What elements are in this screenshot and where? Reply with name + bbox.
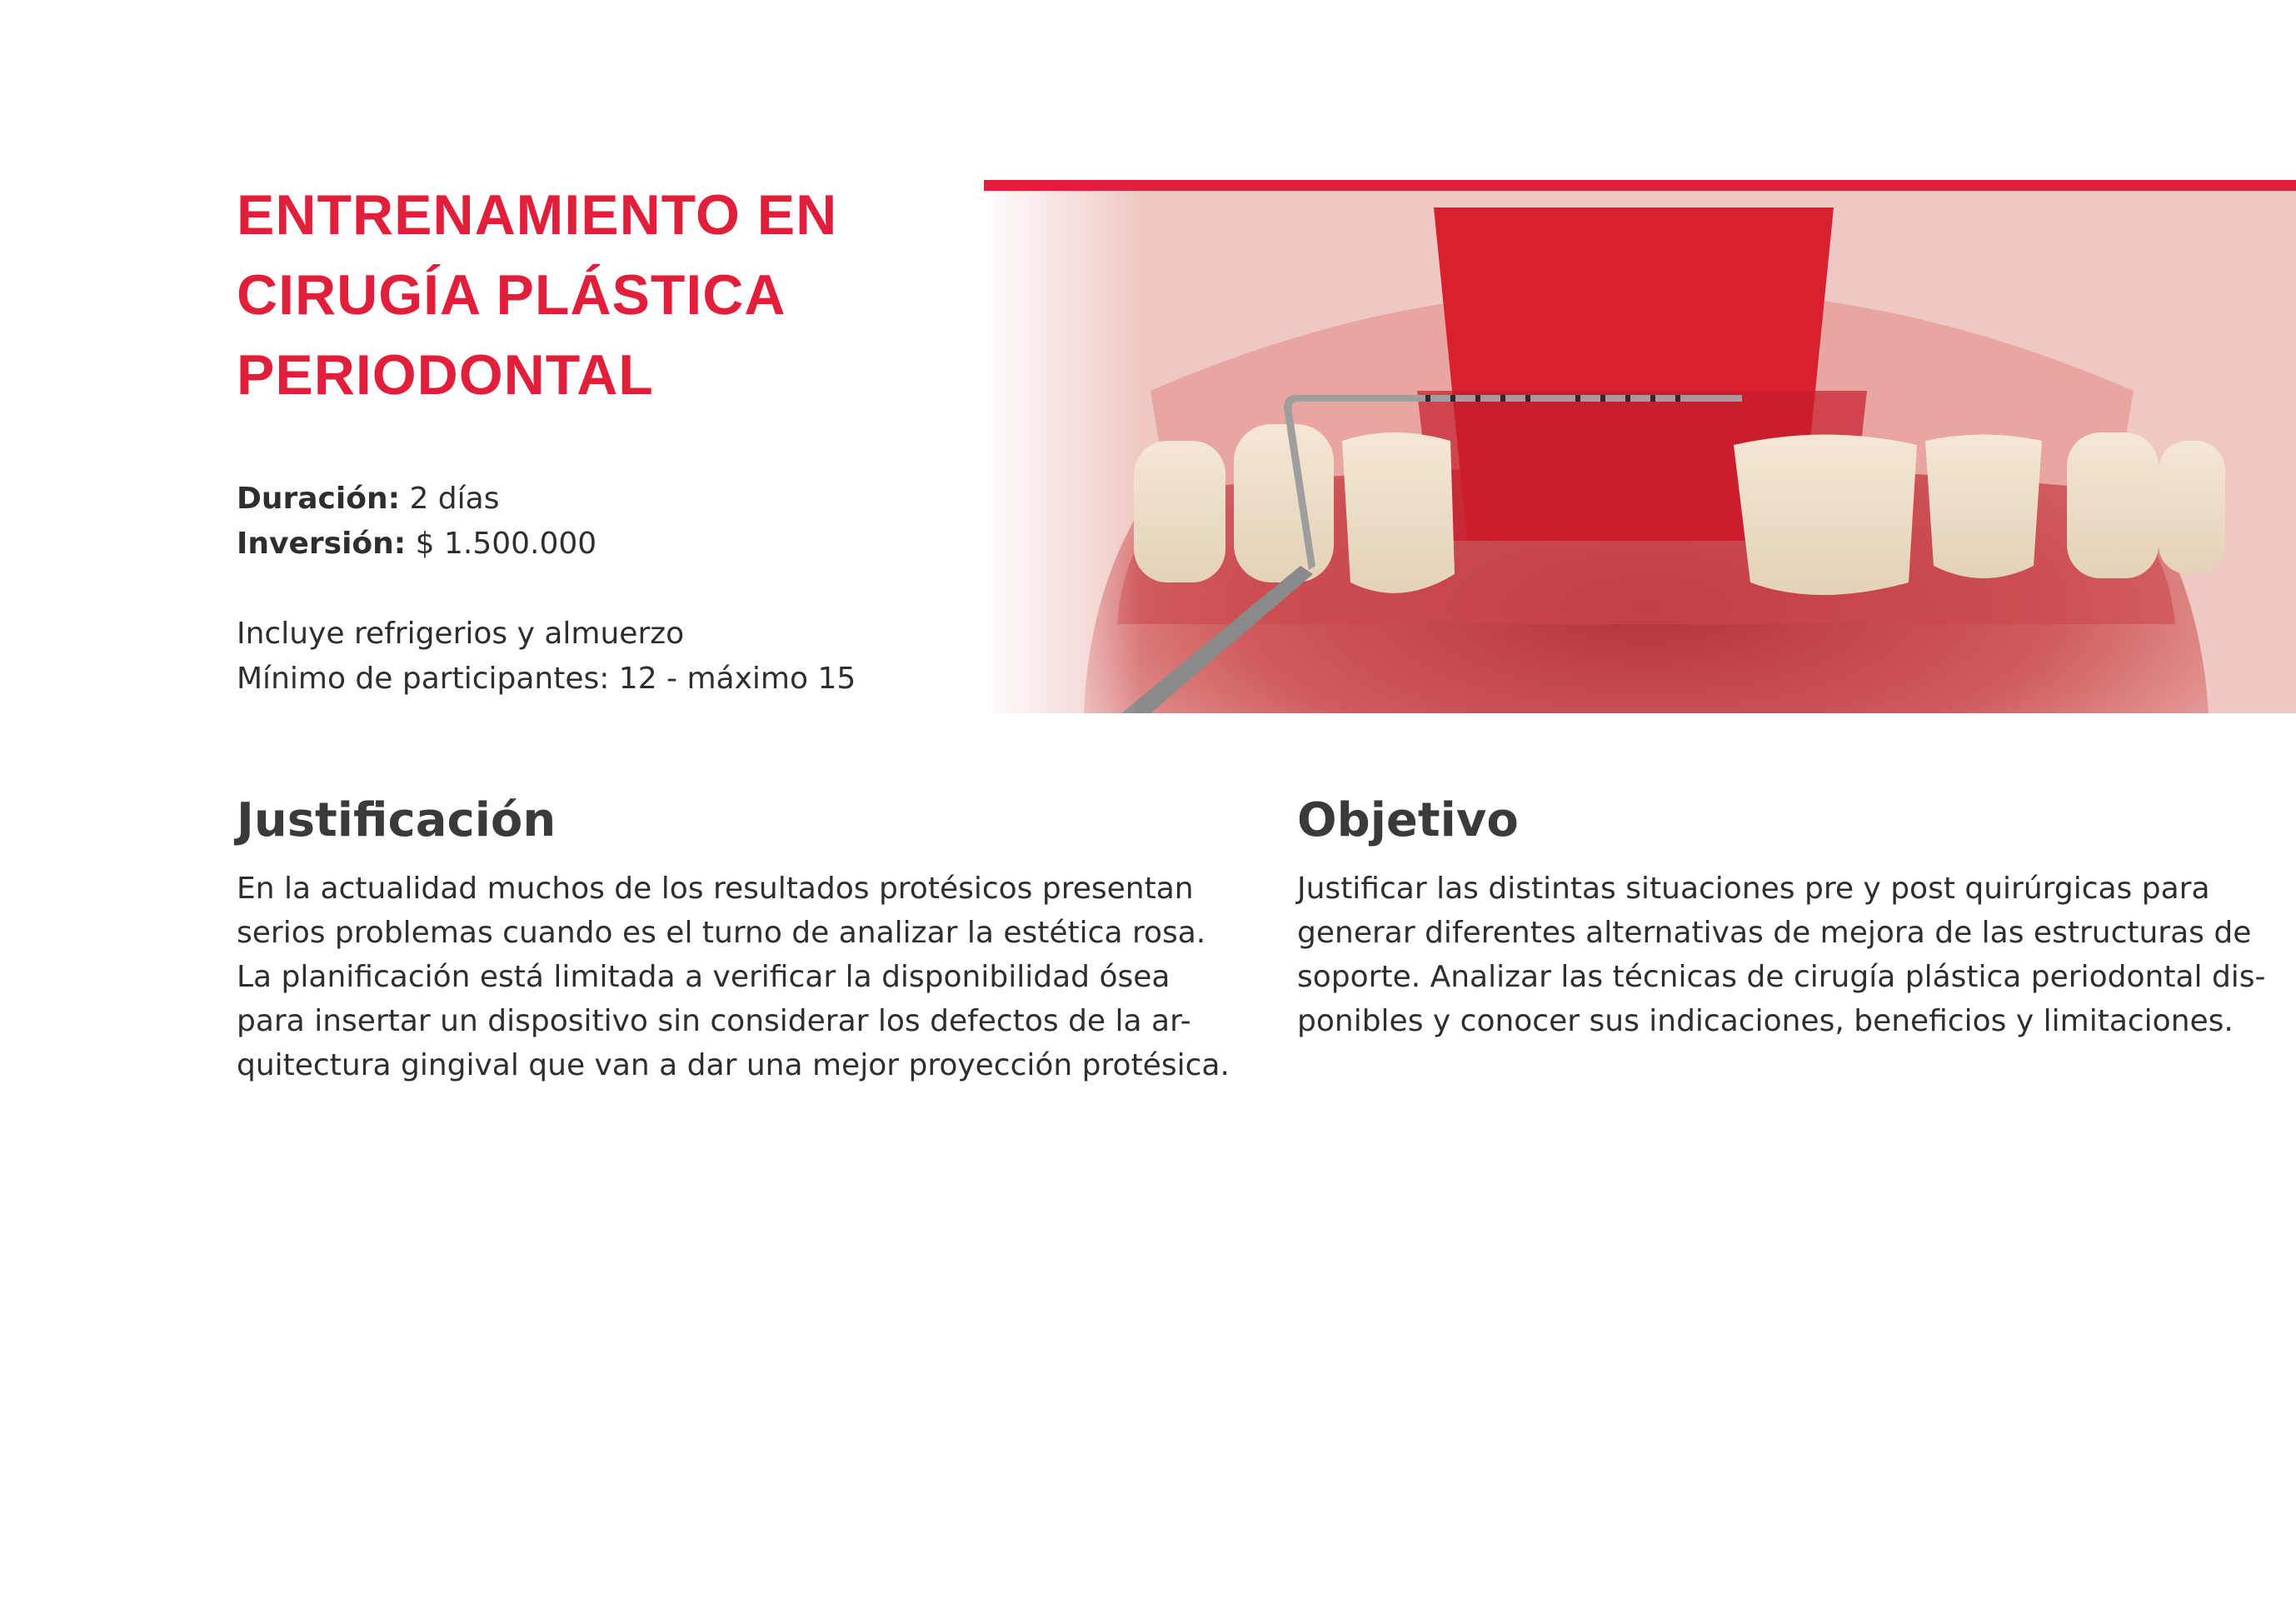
justification-line: quitectura gingival que van a dar una mejor proyección protésica. (237, 1048, 1230, 1082)
course-info (237, 477, 856, 702)
justification-line: para insertar un dispositivo sin considerar los defectos de la ar- (237, 1004, 1191, 1038)
objective-heading: Objetivo (1297, 793, 1519, 847)
duration-row (237, 477, 856, 522)
title-line-3: PERIODONTAL (237, 343, 654, 407)
justification-line: La planificación está limitada a verificar la disponibilidad ósea (237, 960, 1170, 994)
page-title (237, 175, 953, 415)
justification-line: serios problemas cuando es el turno de analizar la estética rosa. (237, 916, 1206, 950)
justification-heading: Justificación (237, 793, 557, 847)
objective-line: generar diferentes alternativas de mejora de las estructuras de (1297, 916, 2252, 950)
dental-surgery-photo (984, 180, 2296, 713)
duration-value: 2 días (409, 482, 500, 516)
objective-line: soporte. Analizar las técnicas de cirugía plástica periodontal dis- (1297, 960, 2266, 994)
objective-paragraph (1297, 867, 2266, 1043)
photo-image (984, 191, 2296, 893)
title-line-2: CIRUGÍA PLÁSTICA (237, 263, 786, 327)
justification-paragraph (237, 867, 1230, 1087)
duration-label: Duración: (237, 482, 400, 516)
investment-row (237, 522, 856, 567)
objective-line: Justificar las distintas situaciones pre y post quirúrgicas para (1297, 872, 2210, 906)
justification-line: En la actualidad muchos de los resultados protésicos presentan (237, 872, 1194, 906)
title-line-1: ENTRENAMIENTO EN (237, 183, 838, 247)
investment-value: $ 1.500.000 (415, 527, 597, 561)
includes-text: Incluye refrigerios y almuerzo (237, 617, 685, 651)
objective-line: ponibles y conocer sus indicaciones, beneficios y limitaciones. (1297, 1004, 2234, 1038)
accent-bar (984, 180, 2296, 191)
investment-label: Inversión: (237, 527, 407, 561)
participants-text: Mínimo de participantes: 12 - máximo 15 (237, 662, 856, 696)
